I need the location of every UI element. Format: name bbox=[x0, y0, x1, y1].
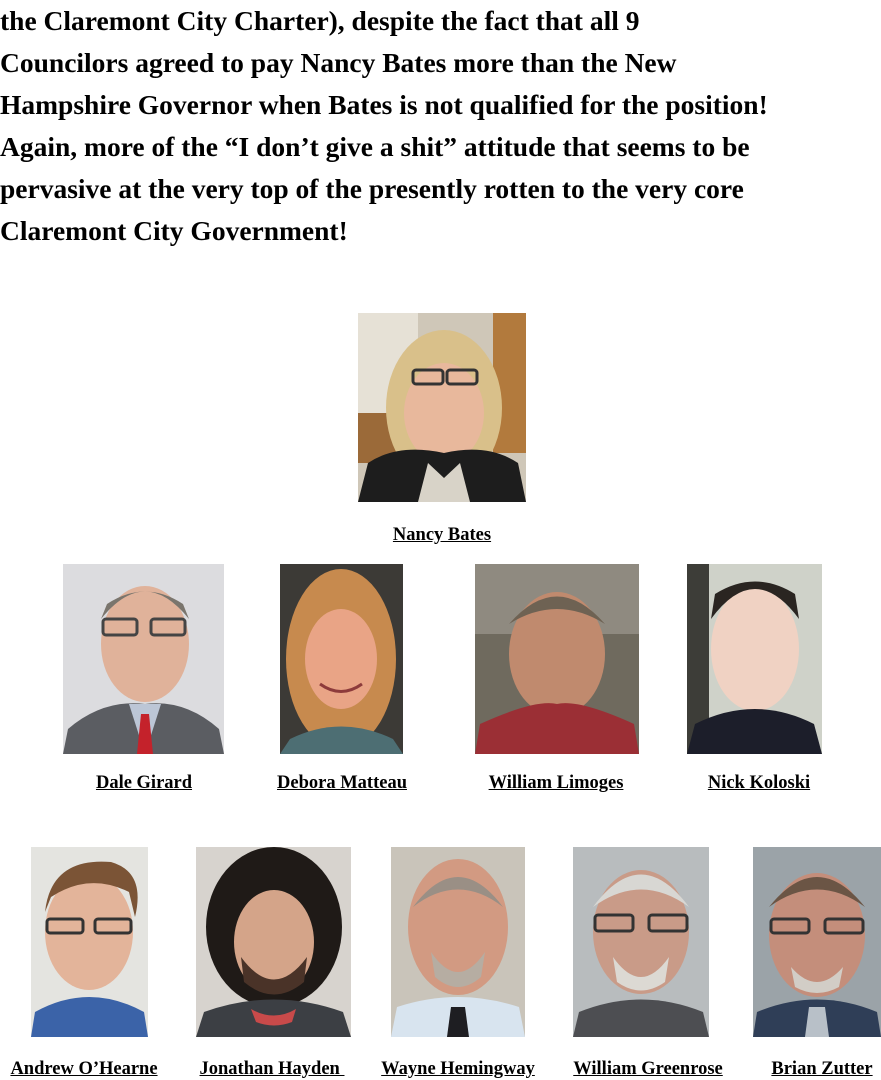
name-link-william-greenrose[interactable]: William Greenrose bbox=[573, 1059, 723, 1079]
brian-zutter-photo bbox=[753, 847, 881, 1037]
nick-koloski-photo bbox=[687, 564, 822, 754]
paragraph-line: Claremont City Government! bbox=[0, 215, 348, 246]
william-limoges-photo bbox=[475, 564, 639, 754]
name-link-brian-zutter[interactable]: Brian Zutter bbox=[771, 1059, 873, 1079]
name-link-nick-koloski[interactable]: Nick Koloski bbox=[707, 773, 811, 793]
name-link-jonathan-hayden[interactable]: Jonathan Hayden bbox=[199, 1059, 345, 1079]
william-greenrose-photo bbox=[573, 847, 709, 1037]
name-link-william-limoges[interactable]: William Limoges bbox=[488, 773, 624, 793]
paragraph-line: pervasive at the very top of the presently rotten to the very core bbox=[0, 173, 744, 204]
jonathan-hayden-photo bbox=[196, 847, 351, 1037]
name-link-dale-girard[interactable]: Dale Girard bbox=[95, 773, 193, 793]
paragraph-line: the Claremont City Charter), despite the fact that all 9 bbox=[0, 5, 640, 36]
paragraph-line: Councilors agreed to pay Nancy Bates more than the New bbox=[0, 47, 677, 78]
paragraph-line: Hampshire Governor when Bates is not qualified for the position! bbox=[0, 89, 768, 120]
name-link-wayne-hemingway[interactable]: Wayne Hemingway bbox=[381, 1059, 535, 1079]
article-paragraph bbox=[0, 0, 881, 252]
nancy-bates-photo bbox=[358, 313, 526, 502]
paragraph-line: Again, more of the “I don’t give a shit” attitude that seems to be bbox=[0, 131, 750, 162]
wayne-hemingway-photo bbox=[391, 847, 525, 1037]
name-link-andrew-ohearne[interactable]: Andrew O’Hearne bbox=[10, 1059, 158, 1079]
dale-girard-photo bbox=[63, 564, 224, 754]
andrew-ohearne-photo bbox=[31, 847, 148, 1037]
debora-matteau-photo bbox=[280, 564, 403, 754]
name-link-nancy-bates[interactable]: Nancy Bates bbox=[392, 525, 492, 545]
name-link-debora-matteau[interactable]: Debora Matteau bbox=[277, 773, 407, 793]
